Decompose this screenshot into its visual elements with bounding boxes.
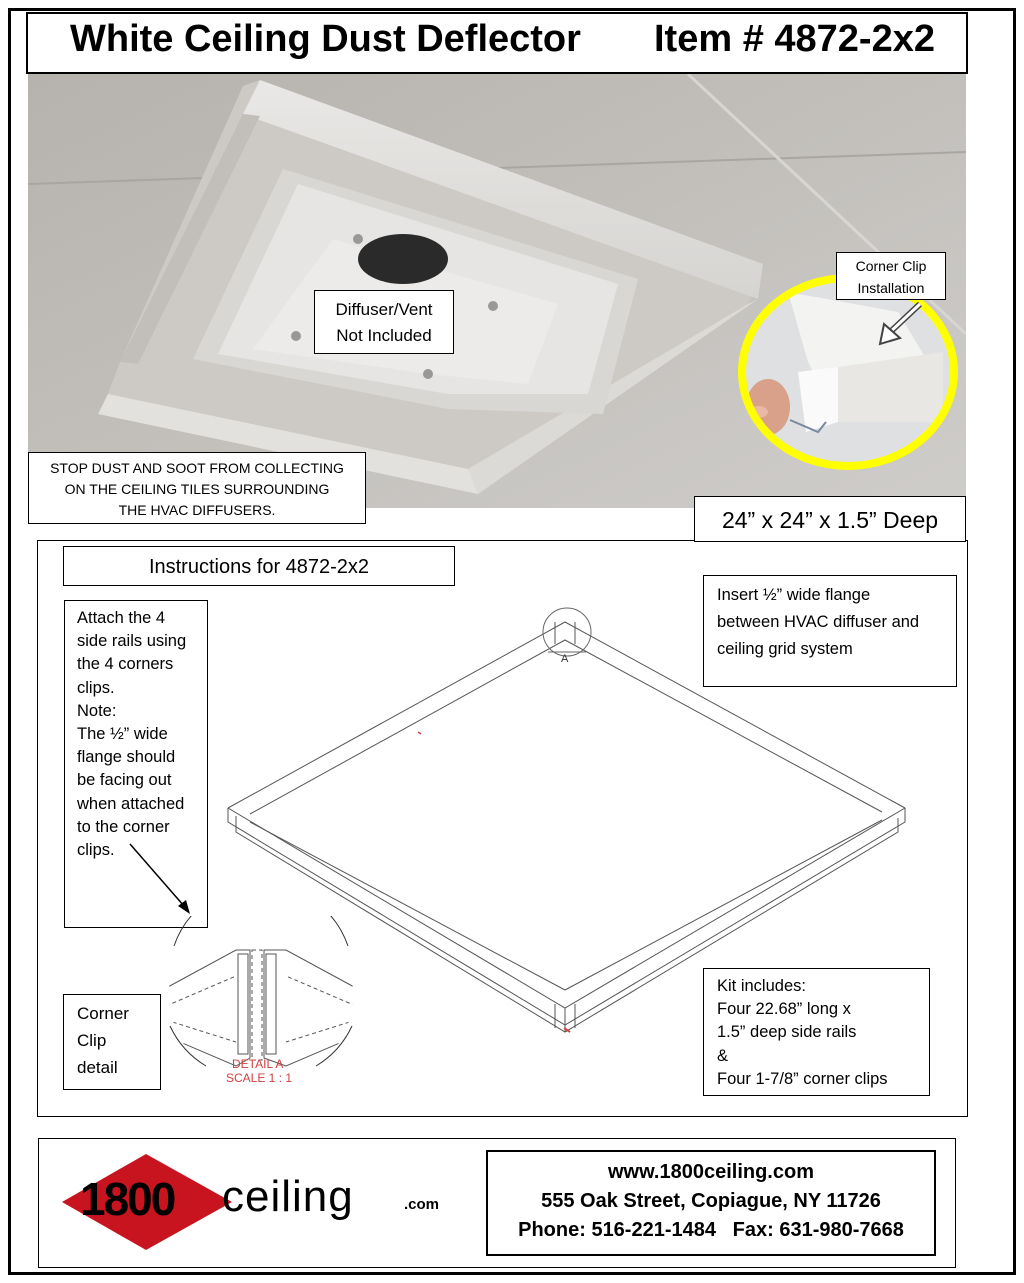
attach-line: clips.	[77, 841, 115, 860]
attach-line: flange should	[77, 748, 176, 767]
attach-line: to the corner	[77, 817, 170, 836]
kit-line: Four 1-7/8” corner clips	[717, 1069, 888, 1088]
diffuser-note	[314, 290, 454, 354]
attach-line: side rails using	[77, 632, 187, 651]
stop-dust-line1: STOP DUST AND SOOT FROM COLLECTING	[50, 460, 344, 476]
corner-clip-inset	[728, 272, 968, 472]
attach-line: the 4 corners	[77, 655, 174, 674]
corner-clip-label-line1: Corner Clip	[855, 258, 927, 274]
pointer-arrow-icon	[126, 840, 198, 920]
insert-line: Insert ½” wide flange	[717, 586, 871, 604]
logo-suffix: .com	[404, 1196, 440, 1213]
phone-fax: Phone: 516-221-1484 Fax: 631-980-7668	[518, 1219, 904, 1241]
logo-word: ceiling	[222, 1172, 354, 1221]
detail-label-line1: DETAIL A	[232, 1057, 284, 1071]
corner-clip-label-line2: Installation	[857, 280, 925, 296]
corner-detail-line: Clip	[77, 1031, 107, 1050]
corner-clip-detail-drawing	[166, 916, 356, 1092]
kit-line: &	[717, 1046, 729, 1065]
attach-line: clips.	[77, 678, 115, 697]
stop-dust-line2: ON THE CEILING TILES SURROUNDING	[64, 481, 330, 497]
corner-clip-detail-label	[63, 994, 161, 1090]
attach-line: when attached	[77, 794, 185, 813]
kit-includes	[703, 968, 930, 1096]
kit-line: Kit includes:	[717, 977, 806, 995]
contact-box	[486, 1150, 936, 1256]
diffuser-note-line1: Diffuser/Vent	[335, 300, 433, 319]
instructions-heading	[63, 546, 455, 586]
address: 555 Oak Street, Copiague, NY 11726	[541, 1190, 881, 1212]
insert-line: between HVAC diffuser and	[717, 613, 920, 631]
dimensions-text: 24” x 24” x 1.5” Deep	[721, 507, 939, 533]
attach-line: The ½” wide	[77, 725, 168, 744]
insert-line: ceiling grid system	[717, 640, 853, 658]
corner-detail-line: detail	[77, 1058, 118, 1077]
attach-line: Attach the 4	[77, 609, 166, 627]
diffuser-note-line2: Not Included	[336, 326, 432, 345]
stop-dust-line3: THE HVAC DIFFUSERS.	[118, 502, 276, 518]
stop-dust-note	[28, 452, 366, 524]
item-number: Item # 4872-2x2	[654, 18, 935, 60]
arrow-icon	[872, 298, 932, 350]
detail-marker-label: A	[561, 653, 569, 665]
kit-line: 1.5” deep side rails	[717, 1023, 857, 1042]
corner-clip-label	[836, 252, 946, 300]
kit-line: Four 22.68” long x	[717, 1000, 851, 1019]
website-link[interactable]: www.1800ceiling.com	[607, 1161, 814, 1183]
dimensions-label	[694, 496, 966, 542]
attach-line: be facing out	[77, 771, 172, 790]
instructions-heading-text: Instructions for 4872-2x2	[148, 556, 370, 578]
detail-label-line2: SCALE 1 : 1	[226, 1071, 293, 1085]
logo-number: 1800	[80, 1173, 175, 1225]
attach-line: Note:	[77, 701, 117, 720]
corner-detail-line: Corner	[77, 1004, 129, 1023]
page-title: White Ceiling Dust Deflector	[70, 18, 581, 60]
